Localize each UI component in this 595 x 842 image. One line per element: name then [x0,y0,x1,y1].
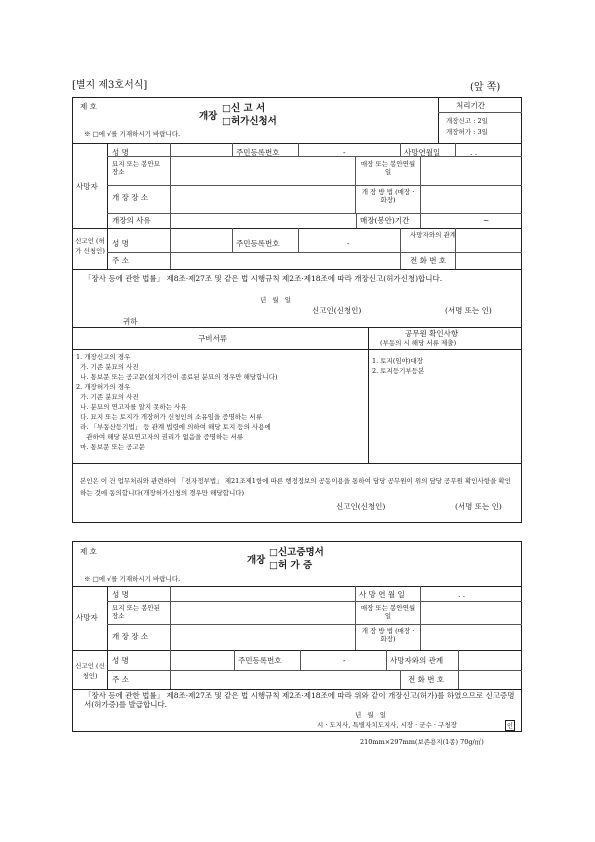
doc-item: 다. 묘지 또는 토지가 개장허가 신청인의 소유임을 증명하는 서류 [76,413,262,421]
form-label: [별지 제3호서식] [72,80,148,91]
form2-applicant-address-label: 주 소 [112,675,129,684]
form2-death-date-field[interactable]: . . [458,590,466,599]
doc-item: 가. 기존 분묘의 사진 [76,363,139,371]
form1-signer: 신고인(신청인) [312,306,362,315]
form2-reburial-location-label: 개 장 장 소 [112,632,149,641]
doc-item: 가. 기존 분묘의 사진 [76,393,139,401]
deceased-name-label: 성 명 [112,148,129,157]
official-seal-icon: 인 [505,720,515,731]
reburial-location-label: 개 장 장 소 [112,193,149,202]
form2-instruction: ※ □에 √를 기재하시기 바랍니다. [84,575,181,583]
officer-item: 1. 토지(임야)대장 [372,357,424,365]
applicant-rrn-dash[interactable]: - [347,239,350,248]
death-date-label: 사망연월일 [404,148,441,157]
form1-date-line[interactable]: 년 월 일 [260,296,293,304]
officer-item: 2. 토지등기부등본 [372,367,425,375]
form1-instruction: ※ □에 √를 기재하시기 바랍니다. [84,130,181,138]
applicant-address-label: 주 소 [112,256,129,265]
doc-item: 나. 통보문 또는 공고문(설치기간이 종료된 분묘의 경우만 해당합니다) [76,373,278,381]
required-docs-list [76,353,278,453]
form2-grave-location-label: 묘지 또는 봉안된 장소 [112,604,161,620]
applicant-rrn-label: 주민등록번호 [236,239,280,248]
doc-item: 나. 분묘의 연고자를 알지 못하는 사유 [76,403,187,411]
form2-applicant-relation-label: 사망자와의 관계 [390,656,444,665]
deceased-rrn-dash[interactable]: - [343,148,346,157]
officer-check-header: 공무원 확인사항 [405,329,459,338]
form2-applicant-rrn-label: 주민등록번호 [238,656,282,665]
burial-date-label: 매장 또는 봉안연월일 [360,160,416,176]
applicant-name-label: 성 명 [112,239,129,248]
burial-period-field[interactable]: ~ [483,216,490,225]
officer-check-subheader: (부동의 시 해당 서류 제출) [380,339,457,347]
doc-item: 1. 개장신고의 경우 [76,353,131,361]
processing-period-permit: 개장허가 : 3일 [446,128,488,136]
form2-title-permit[interactable]: □허 가 증 [269,560,313,571]
consent-signer: 신고인(신청인) [336,502,386,511]
doc-item: 마. 통보문 또는 공고문 [76,443,145,451]
form2-no-label: 제 호 [80,547,97,556]
form2-applicant-name-label: 성 명 [112,656,129,665]
form2-reburial-method-label: 개 장 방 법 (매장 · 화장) [361,627,415,643]
consent-text: 본인은 이 건 업무처리와 관련하여 「전자정부법」 제21조제1항에 따른 행정정보의 공동이용을 통하여 담당 공무원이 위의 담당 공무원 확인사항을 확인하는 것에 동의합니다(개장허가신청의 경우만 해당합니다) [80,477,511,497]
form1-title-report[interactable]: □신 고 서 [222,103,266,114]
applicant-relation-label: 사망자와의 관계 [409,231,457,239]
form1-no-label: 제 호 [80,102,97,111]
form1-statement: 「장사 등에 관한 법률」 제8조·제27조 및 같은 법 시행규칙 제2조·제18조에 따라 개장신고(허가신청)합니다. [84,274,443,283]
doc-item: 라. 「부동산등기법」 등 관계 법령에 의하여 해당 토지 등의 사용에 [76,423,271,431]
deceased-section-label: 사망자 [76,182,98,191]
form1-title-prefix: 개장 [199,111,218,122]
consent-sign[interactable]: (서명 또는 인) [455,502,502,511]
form2-issuer: 시 · 도지사, 특별자치도지사, 시장 · 군수 · 구청장 [317,721,457,729]
form1-addressee: 귀하 [123,317,138,326]
form2-name-label: 성 명 [112,590,129,599]
deceased-rrn-label: 주민등록번호 [236,148,280,157]
form1-title-permit[interactable]: □허가신청서 [222,116,277,127]
officer-check-list [372,357,424,377]
death-date-field[interactable]: . . [470,148,478,157]
form1-sign[interactable]: (서명 또는 인) [445,306,492,315]
grave-location-label: 묘지 또는 봉안묘 장소 [112,160,161,176]
burial-period-label: 매장(봉안)기간 [360,216,410,225]
form2-title-prefix: 개장 [247,555,266,566]
form2-applicant-phone-label: 전 화 번 호 [408,675,445,684]
paper-spec: 210mm×297mm(보존용지(1종) 70g/㎡) [360,738,484,746]
required-docs-header: 구비서류 [198,334,227,343]
form2-statement: 「장사 등에 관한 법률」 제8조·제27조 및 같은 법 시행규칙 제2조·제18조에 따라 위와 같이 개장신고(허가)를 하였으므로 신고증명서(허가증)를 발급합니다. [84,691,515,709]
processing-period-header: 처리기간 [456,101,485,110]
form2-applicant-rrn-dash[interactable]: - [343,656,346,665]
applicant-section-label: 신고인 (허가 신청인) [75,237,105,255]
processing-period-report: 개장신고 : 2일 [446,117,488,125]
doc-item: 관하여 해당 분묘연고자의 권리가 없음을 증명하는 서류 [76,433,244,441]
form2-date-line[interactable]: 년 월 일 [355,711,388,719]
form2-burial-date-label: 매장 또는 봉안연월일 [360,604,416,620]
doc-item: 2. 개장허가의 경우 [76,383,131,391]
form2-title-certificate[interactable]: □신고증명서 [269,547,324,558]
side-label: (앞 쪽) [470,82,501,93]
applicant-phone-label: 전 화 번 호 [410,256,447,265]
reburial-reason-label: 개장의 사유 [112,216,151,225]
form2-applicant-label: 신고인 (신청인) [75,662,105,680]
reburial-method-label: 개 장 방 법 (매장 · 화장) [361,188,415,204]
form2-deceased-label: 사망자 [76,613,98,622]
form2-death-date-label: 사 망 연 월 일 [359,590,405,599]
